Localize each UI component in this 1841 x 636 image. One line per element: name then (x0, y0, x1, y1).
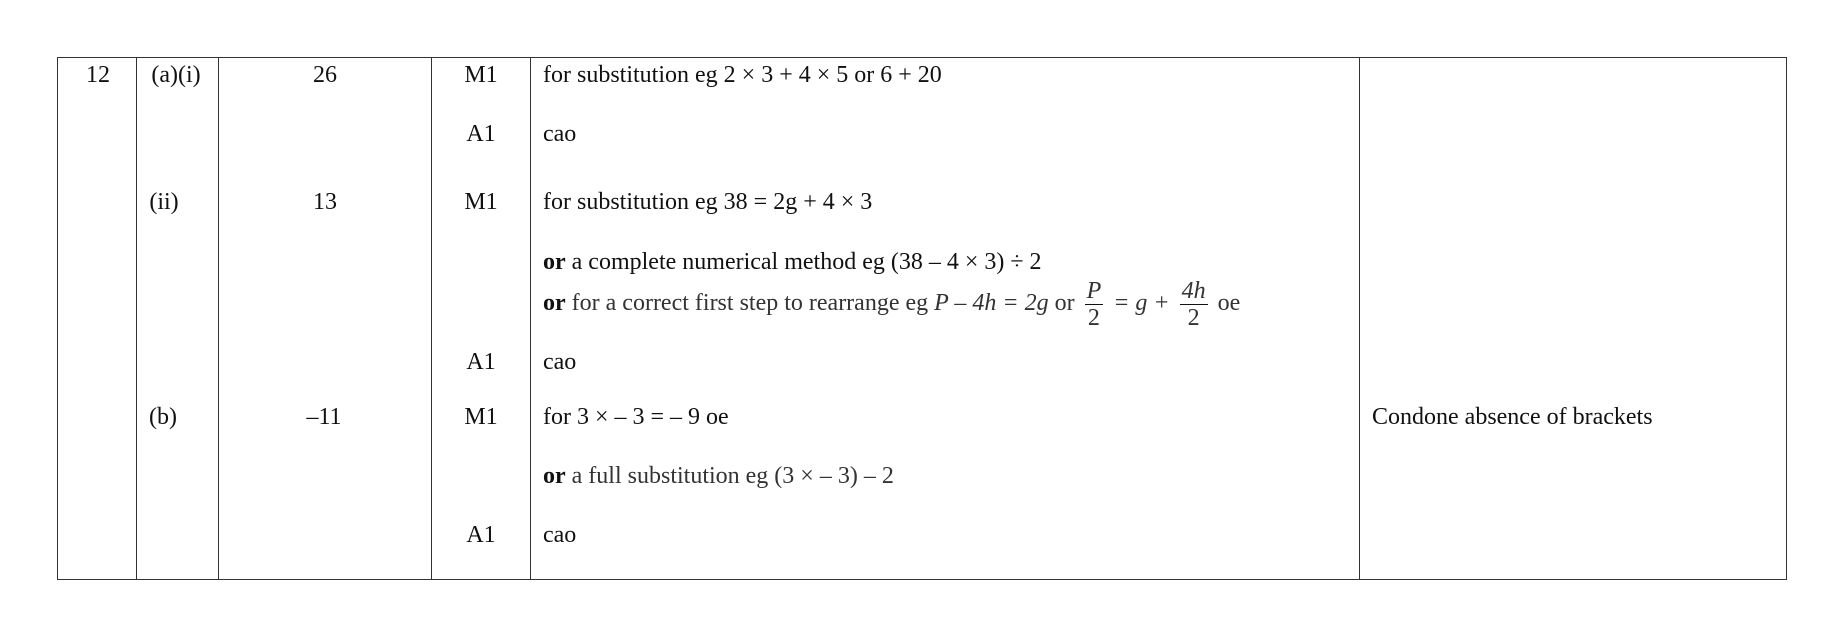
mark-scheme-table (57, 57, 1787, 580)
note-substitution: for 3 × – 3 = – 9 oe (543, 404, 729, 430)
fraction-p-over-2: $\frac{P}{2}$ (1086, 278, 1102, 331)
answer-a-i: 26 (313, 62, 337, 88)
or-keyword: or (543, 290, 566, 317)
column-divider (218, 58, 219, 579)
column-divider (431, 58, 432, 579)
note-substitution: for substitution eg 2 × 3 + 4 × 5 or 6 + 20 (543, 62, 942, 88)
note-cao: cao (543, 121, 577, 147)
mark-m1: M1 (464, 404, 498, 430)
mark-a1: A1 (466, 349, 496, 375)
mark-m1: M1 (464, 189, 498, 215)
note-cao: cao (543, 349, 577, 375)
or-keyword: or (543, 249, 566, 275)
column-divider (530, 58, 531, 579)
part-label-a-i: (a)(i) (151, 62, 201, 88)
answer-b: –11 (306, 404, 342, 430)
or-keyword: or (543, 463, 566, 489)
column-divider (136, 58, 137, 579)
mark-m1: M1 (464, 62, 498, 88)
answer-a-ii: 13 (313, 189, 337, 215)
fraction-4h-over-2: $\frac{4h}{2}$ (1181, 278, 1206, 331)
question-number: 12 (86, 62, 110, 88)
comment-condone: Condone absence of brackets (1372, 404, 1653, 430)
note-numerical-method: or a complete numerical method eg (38 – 4 × 3) ÷ 2 (543, 249, 1042, 275)
mark-a1: A1 (466, 121, 496, 147)
note-full-substitution: or a full substitution eg (3 × – 3) – 2 (543, 463, 894, 489)
part-label-a-ii: (ii) (149, 189, 179, 215)
note-substitution: for substitution eg 38 = 2g + 4 × 3 (543, 189, 873, 215)
note-first-step: or for a correct first step to rearrange eg P – 4h = 2g or $\frac{P}{2}$ = g + $\frac{4h}{2}$ oe (543, 278, 1241, 331)
mark-a1: A1 (466, 522, 496, 548)
column-divider (1359, 58, 1360, 579)
part-label-b: (b) (149, 404, 177, 430)
note-cao: cao (543, 522, 577, 548)
